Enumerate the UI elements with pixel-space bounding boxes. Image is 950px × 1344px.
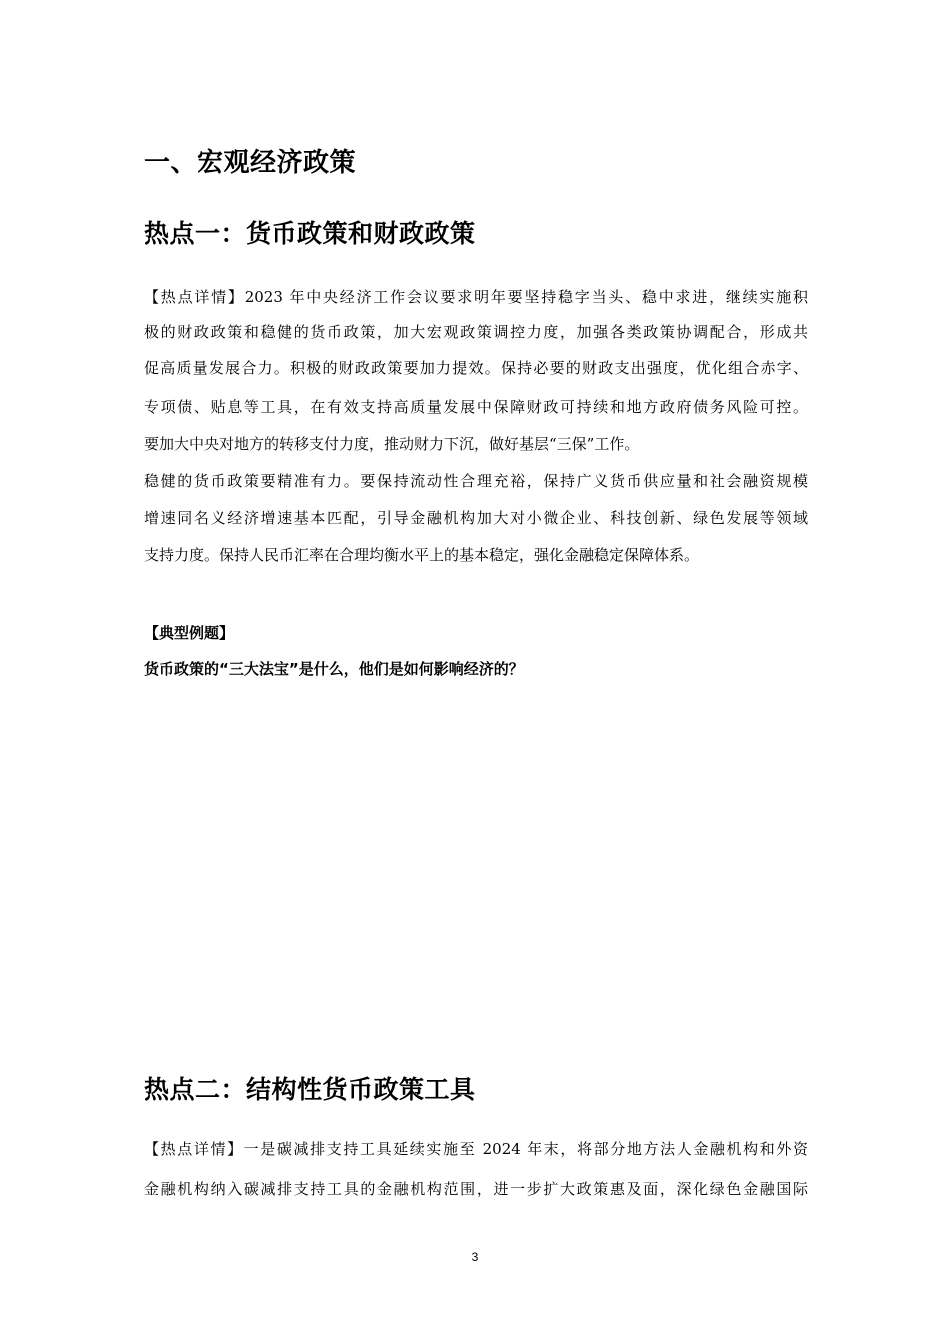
hotspot-1-details-line: 增速同名义经济增速基本匹配，引导金融机构加大对小微企业、科技创新、绿色发展等领域 bbox=[144, 509, 808, 527]
hotspot-1-details-line: 极的财政政策和稳健的货币政策，加大宏观政策调控力度，加强各类政策协调配合，形成共 bbox=[144, 323, 808, 341]
hotspot-1-details-line: 支持力度。保持人民币汇率在合理均衡水平上的基本稳定，强化金融稳定保障体系。 bbox=[144, 546, 700, 564]
hotspot-1-details-line: 促高质量发展合力。积极的财政政策要加力提效。保持必要的财政支出强度，优化组合赤字、 bbox=[144, 359, 808, 377]
example-question: 货币政策的“三大法宝”是什么，他们是如何影响经济的？ bbox=[144, 660, 524, 678]
hotspot-1-heading: 热点一：货币政策和财政政策 bbox=[144, 219, 476, 248]
hotspot-1-details-line: 要加大中央对地方的转移支付力度，推动财力下沉，做好基层“三保”工作。 bbox=[144, 435, 640, 453]
page-number: 3 bbox=[471, 1250, 479, 1264]
hotspot-1-details-line: 稳健的货币政策要精准有力。要保持流动性合理充裕，保持广义货币供应量和社会融资规模 bbox=[144, 472, 808, 490]
example-label: 【典型例题】 bbox=[144, 624, 235, 642]
hotspot-2-details-line: 金融机构纳入碳减排支持工具的金融机构范围，进一步扩大政策惠及面，深化绿色金融国际 bbox=[144, 1180, 808, 1198]
section-heading: 一、宏观经济政策 bbox=[144, 148, 357, 178]
hotspot-2-details-line: 【热点详情】一是碳减排支持工具延续实施至 2024 年末，将部分地方法人金融机构和外资 bbox=[144, 1140, 808, 1158]
hotspot-1-details-line: 【热点详情】2023 年中央经济工作会议要求明年要坚持稳字当头、稳中求进，继续实施积 bbox=[144, 288, 808, 306]
hotspot-2-heading: 热点二：结构性货币政策工具 bbox=[144, 1075, 476, 1104]
hotspot-1-details-line: 专项债、贴息等工具，在有效支持高质量发展中保障财政可持续和地方政府债务风险可控。 bbox=[144, 398, 808, 416]
